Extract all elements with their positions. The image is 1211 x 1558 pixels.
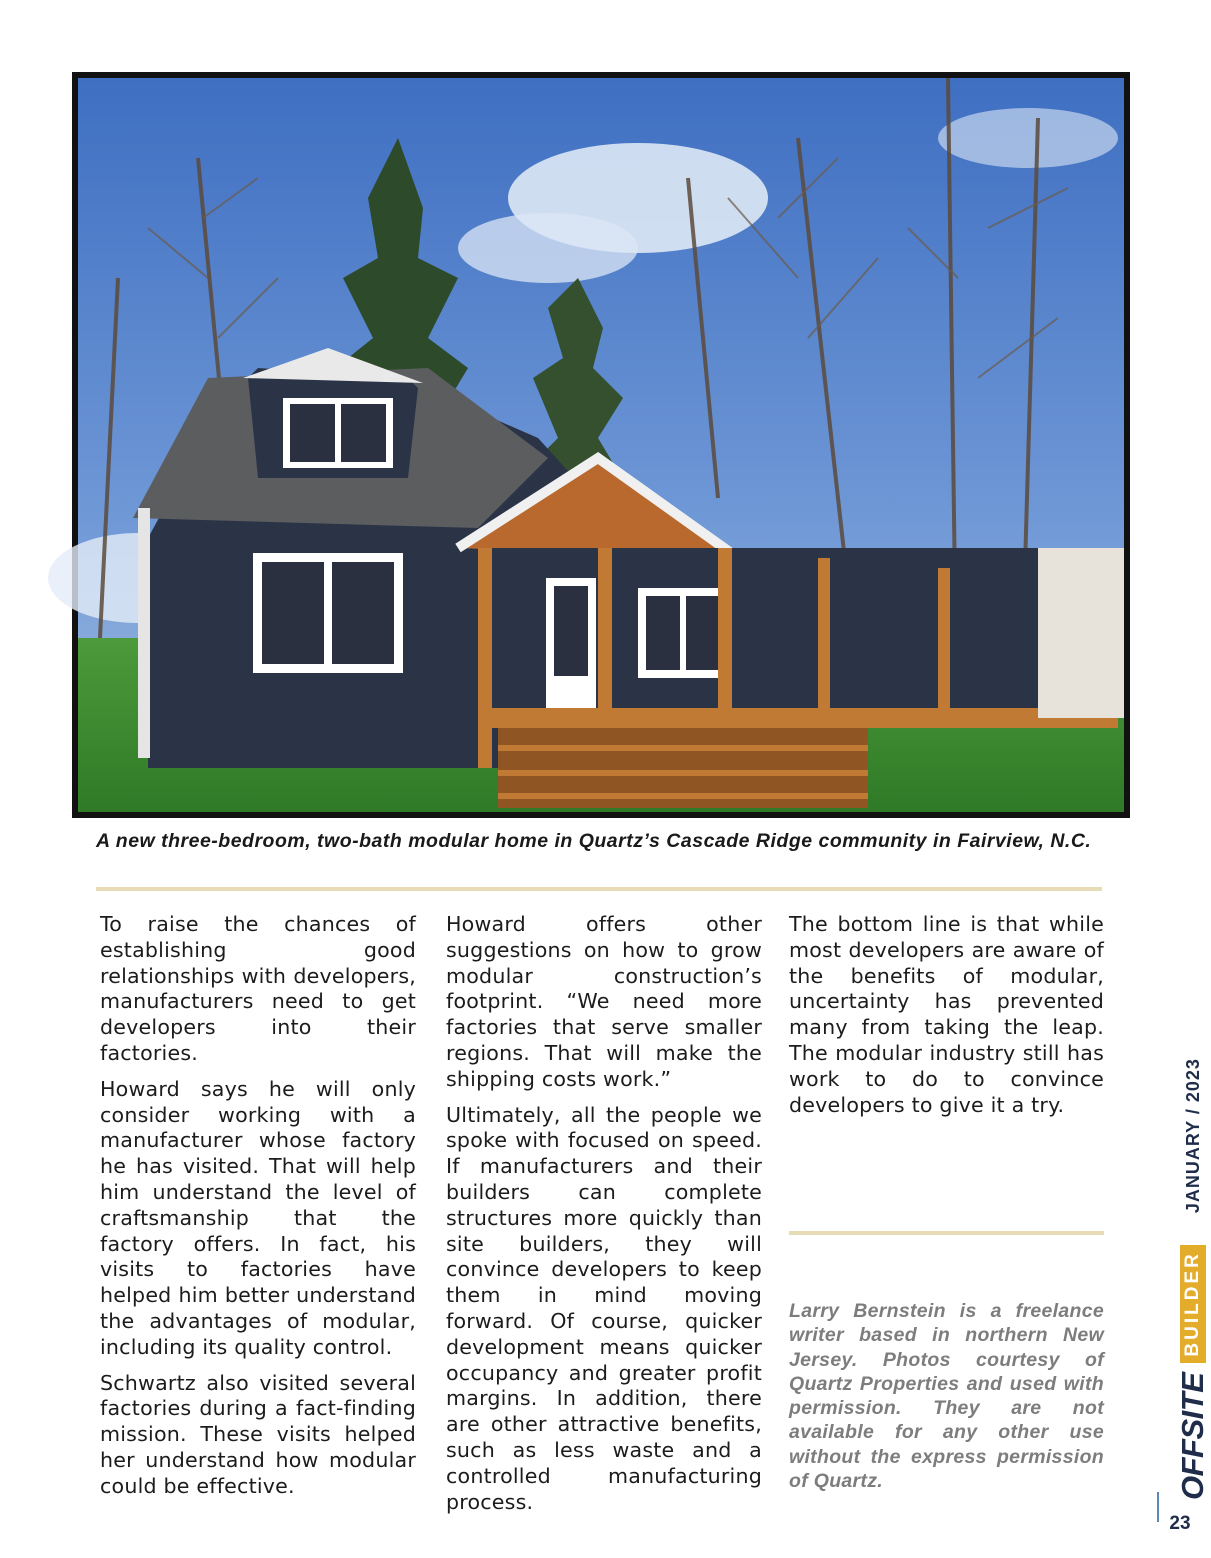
brand-logo-builder: BUILDER — [1180, 1245, 1206, 1362]
page-number-divider — [1157, 1492, 1159, 1522]
caption-divider — [96, 887, 1102, 891]
paragraph: Ultimately, all the people we spoke with focused on speed. If manufacturers and their builders can complete structures more quickly than site builders, they will convince developers to keep them in mind moving forward. Of course, quicker development means quicker occupancy and greater profit margins. In addition, there are other attractive benefits, such as less waste and a controlled manufacturing process. — [446, 1102, 762, 1514]
paragraph: The bottom line is that while most developers are aware of the benefits of modular, uncertainty has prevented many from taking the leap. The modular industry still has work to do to convince developers to give it a try. — [789, 912, 1104, 1117]
photo-caption: A new three-bedroom, two-bath modular home in Quartz’s Cascade Ridge community in Fairview, N.C. — [96, 830, 1092, 852]
magazine-sidebar — [1150, 1058, 1210, 1500]
article-photo — [72, 72, 1130, 818]
bio-divider — [789, 1231, 1104, 1235]
paragraph: Schwartz also visited several factories during a fact-finding mission. These visits helped her understand how modular could be effective. — [100, 1370, 416, 1498]
article-column-1 — [100, 912, 416, 1510]
author-bio: Larry Bernstein is a freelance writer based in northern New Jersey. Photos courtesy of Quartz Properties and used with permission. They are not available for any other use without the express permission of Quartz. — [789, 1300, 1104, 1493]
article-column-2 — [446, 912, 762, 1525]
paragraph: Howard says he will only consider working with a manufacturer whose factory he has visited. That will help him understand the level of craftsmanship that the factory offers. In fact, his visits to factories have helped him better understand the advantages of modular, including its quality control. — [100, 1076, 416, 1359]
brand-logo-offsite: OFFSITE — [1175, 1372, 1210, 1500]
paragraph: Howard offers other suggestions on how to grow modular construction’s footprint. “We need more factories that serve smaller regions. That will make the shipping costs work.” — [446, 912, 762, 1091]
page-number: 23 — [1169, 1513, 1191, 1534]
masthead-vertical — [1175, 1058, 1211, 1500]
house-photo-illustration — [78, 78, 1124, 812]
article-column-3 — [789, 912, 1104, 1128]
paragraph: To raise the chances of establishing good relationships with developers, manufacturers need to get developers into their factories. — [100, 912, 416, 1065]
issue-date: JANUARY / 2023 — [1182, 1058, 1203, 1214]
